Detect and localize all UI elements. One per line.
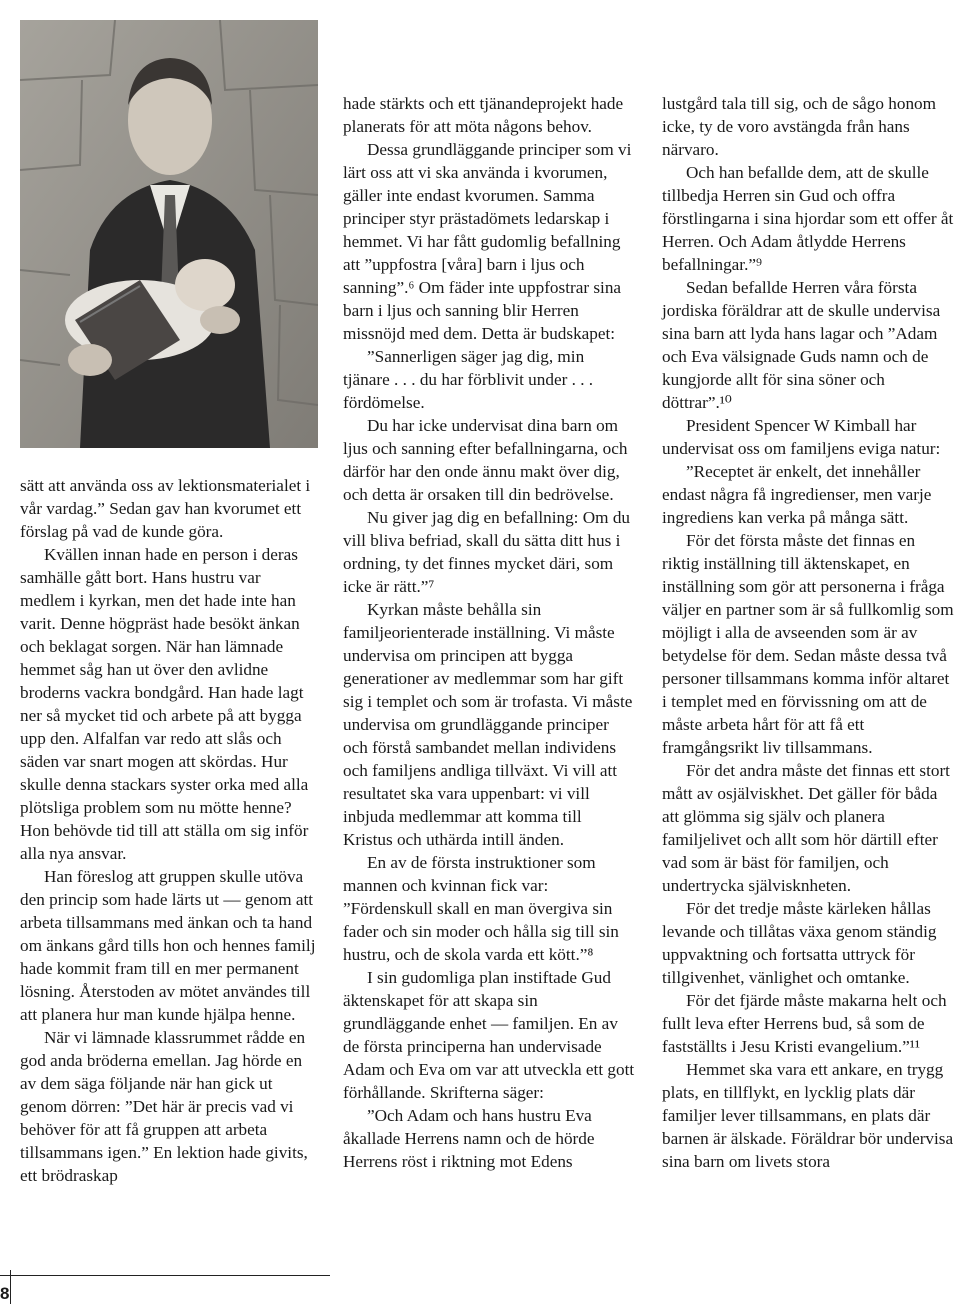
paragraph: ”Receptet är enkelt, det innehåller endast några få ingredienser, men varje ingrediens kan verka på många sätt. — [662, 462, 932, 527]
photo-man-holding-baby — [20, 20, 318, 448]
paragraph: Hemmet ska vara ett ankare, en trygg plats, en tillflykt, en lycklig plats där familjer lever tillsammans, en plats där barnen är älskade. Föräldrar bör undervisa sina barn om livets stora — [662, 1060, 954, 1171]
paragraph: lustgård tala till sig, och de sågo honom icke, ty de voro avstängda från hans närvaro. — [662, 94, 937, 159]
paragraph: Dessa grundläggande principer som vi lärt oss att vi ska använda i kvorumen, gäller inte endast kvorumen. Samma principer styr prästadömets ledarskap i hemmet. Vi har fått gudomlig befallning att ”uppfostra [våra] barn i ljus och sanning”.⁶ Om fäder inte uppfostrar sina barn i ljus och sanning blir Herren missnöjd med dem. Detta är budskapet: — [343, 140, 632, 343]
paragraph: Och han befallde dem, att de skulle tillbedja Herren sin Gud och offra förstlingarna i sina hjordar som ett offer åt Herren. Och Adam åtlydde Herrens befallningar.”⁹ — [662, 163, 954, 274]
paragraph: President Spencer W Kimball har undervisat oss om familjens eviga natur: — [662, 416, 941, 458]
paragraph: För det tredje måste kärleken hållas levande och tillåtas växa genom ständig uppvaktning och fortsatta uttryck för tillgivenhet, vänlighet och omtanke. — [662, 899, 937, 987]
paragraph: Du har icke undervisat dina barn om ljus och sanning efter befallningarna, och därför har den onde ännu makt över dig, och detta är orsaken till din bedrövelse. — [343, 416, 628, 504]
photo-illustration — [20, 20, 318, 448]
paragraph: ”Sannerligen säger jag dig, min tjänare . . . du har förblivit under . . . fördömelse. — [343, 347, 594, 412]
paragraph: hade stärkts och ett tjänandeprojekt hade planerats för att möta någons behov. — [343, 94, 624, 136]
paragraph: För det första måste det finnas en riktig inställning till äktenskapet, en inställning som gör att personerna i fråga väljer en partner som är så fullkomlig som möjligt i alla de avseenden som är av betydelse för dem. Sedan måste dessa två personer tillsammans komma inför altaret i templet med en förvissning om att de måste arbeta hårt för att få ett framgångsrikt liv tillsammans. — [662, 531, 954, 757]
paragraph: För det andra måste det finnas ett stort mått av osjälviskhet. Det gäller för båda att glömma sig själv och planera familjelivet och allt som hör därtill efter vad som är bäst för familjen, och undertrycka självisknheten. — [662, 761, 950, 895]
page-number: 8 — [0, 1284, 10, 1303]
paragraph: Kyrkan måste behålla sin familjeorienterade inställning. Vi måste undervisa om principen att bygga generationer av medlemmar som har gift sig i templet och som är trofasta. Vi måste undervisa om grundläggande principer och förstå sambandet mellan individens och familjens andliga tillväxt. Vi vill att resultatet ska vara uppenbart: vi vill inbjuda medlemmar att komma till Kristus och uthärda intill änden. — [343, 600, 633, 849]
paragraph: I sin gudomliga plan instiftade Gud äktenskapet för att skapa sin grundläggande enhet — familjen. En av de första principerna han undervisade Adam och Eva om var att utveckla ett gott förhållande. Skrifterna säger: — [343, 968, 635, 1102]
text-column-3 — [662, 92, 956, 1173]
paragraph: En av de första instruktioner som mannen och kvinnan fick var: ”Fördenskull skall en man övergiva sin fader och sin moder och hålla sig till sin hustru, och de skola varda ett kött.”⁸ — [343, 853, 619, 964]
text-column-2 — [343, 92, 635, 1173]
paragraph: sätt att använda oss av lektionsmaterialet i vår vardag.” Sedan gav han kvorumet ett förslag på vad de kunde göra. — [20, 476, 311, 541]
paragraph: Nu giver jag dig en befallning: Om du vill bliva befriad, skall du sätta ditt hus i ordning, ty det finnes mycket däri, som icke är rätt.”⁷ — [343, 508, 631, 596]
paragraph: Kvällen innan hade en person i deras samhälle gått bort. Hans hustru var medlem i kyrkan, men det hade inte han varit. Denne högpräst hade besökt änkan och beklagat sorgen. När han lämnade hemmet såg han ut över den avlidne broderns vackra bondgård. Han hade lagt ner så mycket tid och arbete på att bygga upp den. Alfalfan var redo att slås och säden var snart mogen att skördas. Hur skulle denna stackars syster orka med alla plötsliga problem som nu mötte henne? Hon behövde tid till att ställa om sig inför alla nya ansvar. — [20, 545, 309, 863]
paragraph: Sedan befallde Herren våra första jordiska föräldrar att de skulle undervisa sina barn att lyda hans lagar och ”Adam och Eva välsignade Guds namn och de kungjorde allt för sina söner och döttrar”.¹⁰ — [662, 278, 941, 412]
paragraph: För det fjärde måste makarna helt och fullt leva efter Herrens bud, så som de fastställts i Jesu Kristi evangelium.”¹¹ — [662, 991, 947, 1056]
paragraph: Han föreslog att gruppen skulle utöva den princip som hade lärts ut — genom att arbeta tillsammans med änkan och ta hand om änkans gård tills hon och hennes familj hade kommit fram till en mer permanent lösning. Återstoden av mötet användes till att planera hur man kunde hjälpa henne. — [20, 867, 316, 1024]
text-column-1 — [20, 474, 320, 1187]
page-corner-rule-horizontal — [0, 1275, 330, 1276]
paragraph: ”Och Adam och hans hustru Eva åkallade Herrens namn och de hörde Herrens röst i riktning mot Edens — [343, 1106, 595, 1171]
paragraph: När vi lämnade klassrummet rådde en god anda bröderna emellan. Jag hörde en av dem säga följande när han gick ut genom dörren: ”Det här är precis vad vi behöver för att få gruppen att arbeta tillsammans igen.” En lektion hade givits, ett brödraskap — [20, 1028, 308, 1185]
